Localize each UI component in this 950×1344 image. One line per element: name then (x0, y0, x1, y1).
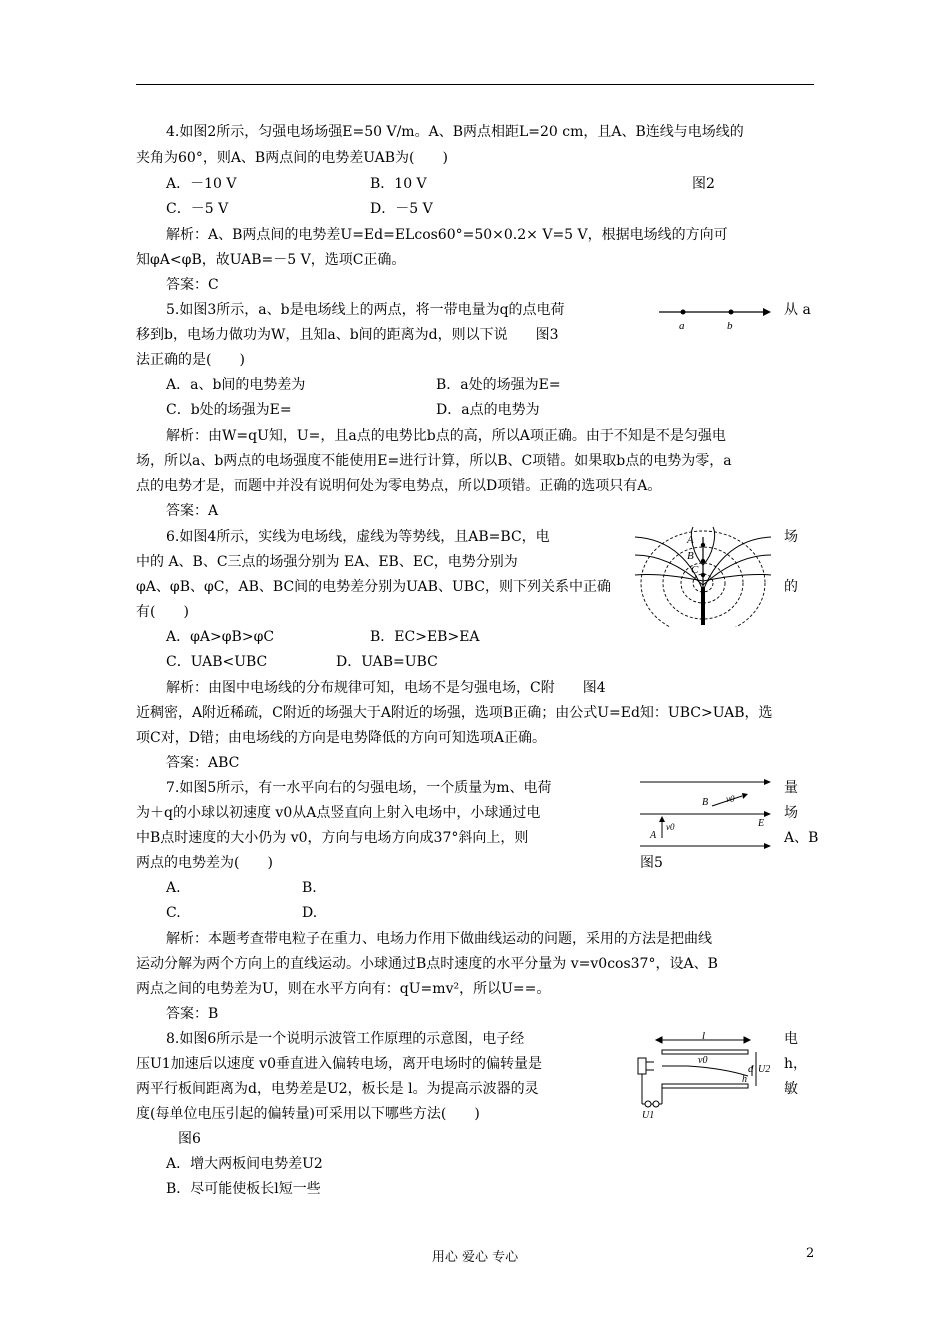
q5-solution-line2: 场，所以a、b两点的电场强度不能使用E=进行计算，所以B、C项错。如果取b点的电势为零，a (136, 453, 732, 469)
q4-option-b: B．10 V (370, 176, 427, 192)
header-rule (136, 84, 814, 85)
q6-line1: 6.如图4所示，实线为电场线，虚线为等势线，且AB=BC，电 (166, 529, 550, 545)
figure-5-label-a: A (650, 830, 657, 841)
point-b-dot (729, 310, 734, 315)
q5-option-b: B．a处的场强为E= (436, 377, 561, 393)
q7-option-a: A. (166, 880, 181, 896)
figure-5-label-b: B (702, 797, 709, 808)
q5-option-d: D．a点的电势为 (436, 402, 540, 418)
q8-right-3: 敏 (784, 1081, 798, 1097)
figure-5-label-v0-a: v0 (666, 822, 675, 832)
q6-line2: 中的 A、B、C三点的场强分别为 EA、EB、EC，电势分别为 (136, 554, 518, 570)
q4-solution-line2: 知φA<φB，故UAB=－5 V，选项C正确。 (136, 252, 406, 268)
q4-answer: 答案：C (166, 277, 219, 293)
q4-line1: 4.如图2所示，匀强电场场强E=50 V/m。A、B两点相距L=20 cm，且A、B连线与电场线的 (166, 124, 744, 140)
figure-6-label-u2: U2 (758, 1064, 771, 1075)
q7-option-d: D. (302, 905, 318, 921)
q6-line4: 有( ) (136, 604, 189, 620)
q4-option-d: D．－5 V (370, 201, 433, 217)
point-a-dot (681, 310, 686, 315)
q6-line3: φA、φB、φC，AB、BC间的电势差分别为UAB、UBC，则下列关系中正确 (136, 579, 612, 595)
q5-answer: 答案：A (166, 503, 219, 519)
q4-solution-line1: 解析：A、B两点间的电势差U=Ed=ELcos60°=50×0.2× V=5 V，根据电场线的方向可 (166, 227, 728, 243)
q4-line2: 夹角为60°，则A、B两点间的电势差UAB为( ) (136, 150, 448, 166)
q8-line1: 8.如图6所示是一个说明示波管工作原理的示意图，电子经 (166, 1031, 525, 1047)
q7-line4: 两点的电势差为( ) (136, 855, 273, 871)
q6-option-a: A．φA>φB>φC (166, 629, 275, 645)
q5-option-a: A．a、b间的电势差为 (166, 377, 306, 393)
point-b-label: b (727, 320, 733, 332)
q8-line4: 度(每单位电压引起的偏转量)可采用以下哪些方法( ) (136, 1106, 480, 1122)
q5-line2: 移到b，电场力做功为W，且知a、b间的距离为d，则以下说 图3 (136, 327, 559, 343)
q7-line1: 7.如图5所示，有一水平向右的匀强电场，一个质量为m、电荷 (166, 780, 552, 796)
figure-5-label-v0-b: v0 (726, 794, 735, 804)
q6-right-2: 的 (784, 579, 798, 595)
q8-option-b: B．尽可能使板长l短一些 (166, 1181, 321, 1197)
figure-4-label-a: A (687, 534, 694, 546)
q8-option-a: A．增大两板间电势差U2 (166, 1156, 323, 1172)
figure-4-label-b: B (687, 550, 694, 562)
q5-line1-right: 从 a (784, 302, 811, 318)
figure-5-label-e: E (758, 818, 765, 829)
q6-right-1: 场 (784, 529, 798, 545)
q8-figure-label: 图6 (178, 1131, 201, 1147)
point-a-label: a (679, 320, 685, 332)
q7-right-2: 场 (784, 805, 798, 821)
q8-right-2: h， (784, 1056, 808, 1072)
q7-answer: 答案：B (166, 1006, 219, 1022)
q8-line2: 压U1加速后以速度 v0垂直进入偏转电场，离开电场时的偏转量是 (136, 1056, 542, 1072)
q4-figure-label: 图2 (692, 176, 715, 192)
q6-solution-line1: 解析：由图中电场线的分布规律可知，电场不是匀强电场，C附 图4 (166, 680, 606, 696)
q6-option-c: C．UAB<UBC (166, 654, 268, 670)
figure-6-label-h: h (742, 1074, 747, 1085)
q7-solution-line2: 运动分解为两个方向上的直线运动。小球通过B点时速度的水平分量为 v=v0cos37°，设A、B (136, 956, 718, 972)
q7-solution-line3: 两点之间的电势差为U，则在水平方向有：qU=mv²，所以U==。 (136, 981, 551, 997)
q7-line2: 为＋q的小球以初速度 v0从A点竖直向上射入电场中，小球通过电 (136, 805, 541, 821)
q5-option-c: C．b处的场强为E= (166, 402, 292, 418)
figure-6-label-v0: v0 (698, 1055, 708, 1066)
q6-option-d: D．UAB=UBC (336, 654, 438, 670)
q5-line3: 法正确的是( ) (136, 352, 245, 368)
q4-option-a: A．－10 V (166, 176, 237, 192)
q7-line3: 中B点时速度的大小仍为 v0，方向与电场方向成37°斜向上，则 (136, 830, 529, 846)
q6-solution-line2: 近稠密，A附近稀疏，C附近的场强大于A附近的场强，选项B正确；由公式U=Ed知：UBC>UAB，选 (136, 705, 773, 721)
q5-solution-line3: 点的电势才是，而题中并没有说明何处为零电势点，所以D项错。正确的选项只有A。 (136, 478, 662, 494)
q5-line1: 5.如图3所示，a、b是电场线上的两点，将一带电量为q的点电荷 (166, 302, 565, 318)
q5-solution-line1: 解析：由W=qU知，U=，且a点的电势比b点的高，所以A项正确。由于不知是不是匀强电 (166, 428, 726, 444)
figure-6-label-l: l (702, 1032, 706, 1042)
q7-right-1: 量 (784, 780, 798, 796)
q7-right-3: A、B (784, 830, 819, 846)
q4-option-c: C．－5 V (166, 201, 229, 217)
figure-4-label-c: C (691, 564, 699, 576)
figure-5-uniform-field (638, 776, 778, 852)
q6-option-b: B．EC>EB>EA (370, 629, 480, 645)
q7-figure-label: 图5 (640, 855, 663, 871)
page-number: 2 (806, 1246, 815, 1261)
figure-6-label-u1: U1 (642, 1110, 655, 1120)
figure-6-oscilloscope-diagram (632, 1032, 778, 1120)
figure-4-field-diagram (633, 525, 773, 627)
q8-line3: 两平行板间距离为d，电势差是U2，板长是 l。为提高示波器的灵 (136, 1081, 539, 1097)
footer-slogan: 用心 爱心 专心 (431, 1250, 519, 1265)
q7-option-b: B. (302, 880, 317, 896)
q8-right-1: 电 (784, 1031, 798, 1047)
q7-option-c: C. (166, 905, 181, 921)
q6-solution-line3: 项C对，D错；由电场线的方向是电势降低的方向可知选项A正确。 (136, 730, 547, 746)
figure-3-field-line (655, 300, 775, 332)
figure-6-label-d: d (748, 1063, 754, 1075)
q6-answer: 答案：ABC (166, 755, 240, 771)
q7-solution-line1: 解析：本题考查带电粒子在重力、电场力作用下做曲线运动的问题，采用的方法是把曲线 (166, 931, 712, 947)
